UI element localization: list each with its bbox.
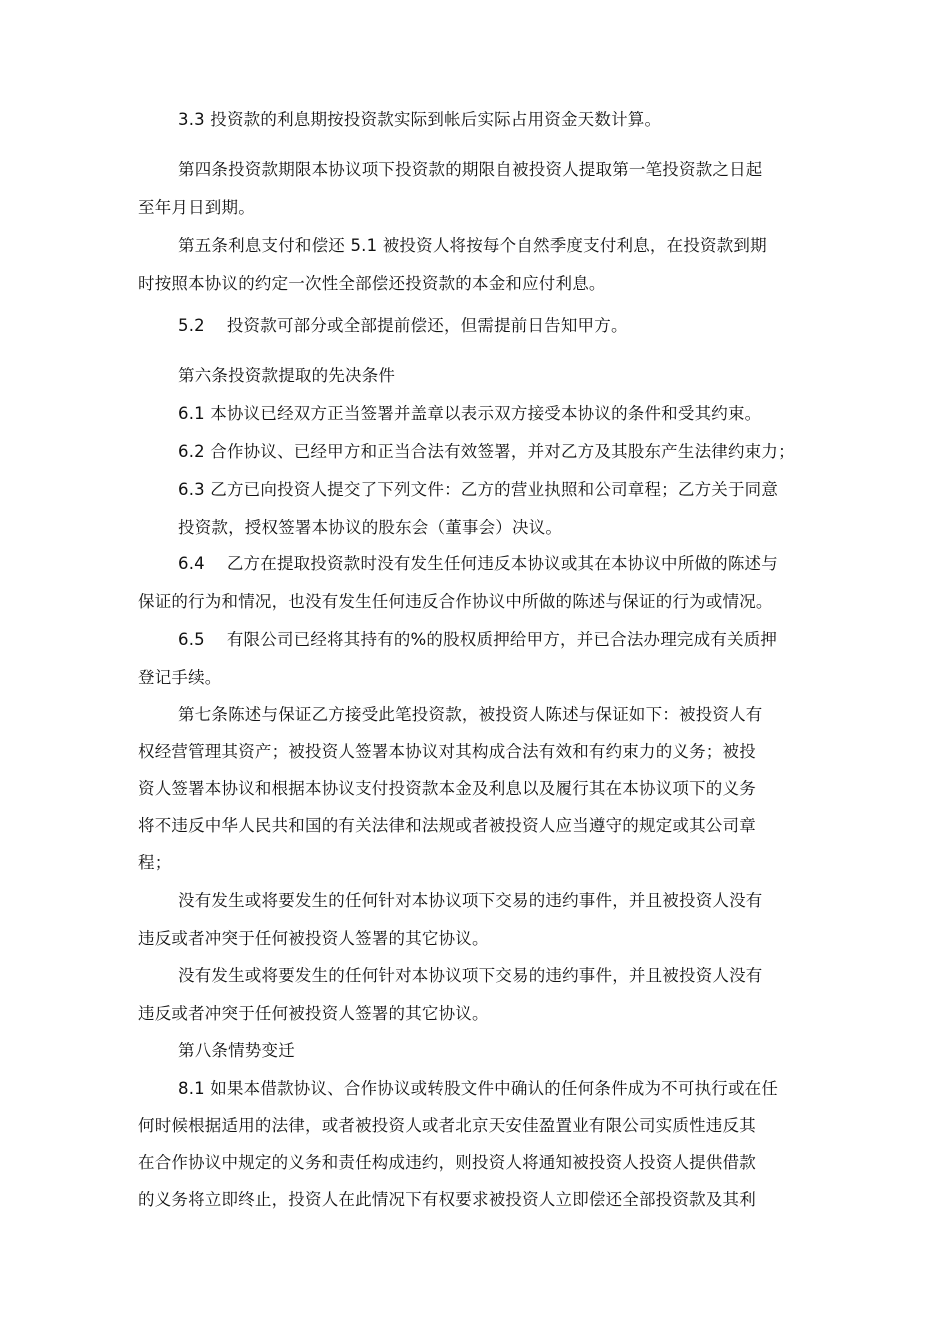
clause-6-3-line-2: 投资款，授权签署本协议的股东会（董事会）决议。 (178, 518, 563, 537)
article-8-title: 第八条情势变迁 (178, 1041, 295, 1060)
clause-number: 6.4 (178, 554, 205, 573)
clause-number: 5.2 (178, 316, 205, 335)
clause-6-2: 6.2 合作协议、已经甲方和正当合法有效签署，并对乙方及其股东产生法律约束力； (178, 442, 795, 461)
clause-number: 6.5 (178, 630, 205, 649)
article-4-line-1: 第四条投资款期限本协议项下投资款的期限自被投资人提取第一笔投资款之日起 (178, 160, 763, 179)
paragraph-7a-line-1: 没有发生或将要发生的任何针对本协议项下交易的违约事件，并且被投资人没有 (178, 891, 763, 910)
article-7-line-3: 资人签署本协议和根据本协议支付投资款本金及利息以及履行其在本协议项下的义务 (138, 779, 756, 798)
article-7-line-2: 权经营管理其资产；被投资人签署本协议对其构成合法有效和有约束力的义务；被投 (138, 742, 756, 761)
clause-3-3: 3.3 投资款的利息期按投资款实际到帐后实际占用资金天数计算。 (178, 110, 662, 129)
article-7-line-5: 程； (138, 853, 172, 872)
clause-6-4-line-2: 保证的行为和情况，也没有发生任何违反合作协议中所做的陈述与保证的行为或情况。 (138, 592, 773, 611)
clause-6-3-line-1: 6.3 乙方已向投资人提交了下列文件：乙方的营业执照和公司章程；乙方关于同意 (178, 480, 779, 499)
clause-8-1-line-1: 8.1 如果本借款协议、合作协议或转股文件中确认的任何条件成为不可执行或在任 (178, 1079, 779, 1098)
article-5-line-1: 第五条利息支付和偿还 5.1 被投资人将按每个自然季度支付利息，在投资款到期 (178, 236, 767, 255)
clause-6-1: 6.1 本协议已经双方正当签署并盖章以表示双方接受本协议的条件和受其约束。 (178, 404, 762, 423)
clause-8-1-line-2: 何时候根据适用的法律，或者被投资人或者北京天安佳盈置业有限公司实质性违反其 (138, 1116, 756, 1135)
article-7-line-4: 将不违反中华人民共和国的有关法律和法规或者被投资人应当遵守的规定或其公司章 (138, 816, 756, 835)
article-7-line-1: 第七条陈述与保证乙方接受此笔投资款，被投资人陈述与保证如下：被投资人有 (178, 705, 763, 724)
clause-text: 乙方在提取投资款时没有发生任何违反本协议或其在本协议中所做的陈述与 (226, 554, 778, 573)
paragraph-7b-line-2: 违反或者冲突于任何被投资人签署的其它协议。 (138, 1004, 489, 1023)
clause-6-5-line-2: 登记手续。 (138, 668, 222, 687)
paragraph-7b-line-1: 没有发生或将要发生的任何针对本协议项下交易的违约事件，并且被投资人没有 (178, 966, 763, 985)
clause-8-1-line-3: 在合作协议中规定的义务和责任构成违约，则投资人将通知被投资人投资人提供借款 (138, 1153, 756, 1172)
article-4-line-2: 至年月日到期。 (138, 198, 255, 217)
clause-5-2 (178, 316, 628, 336)
clause-text: 有限公司已经将其持有的%的股权质押给甲方，并已合法办理完成有关质押 (226, 630, 778, 649)
article-6-title: 第六条投资款提取的先决条件 (178, 366, 396, 385)
article-5-line-2: 时按照本协议的约定一次性全部偿还投资款的本金和应付利息。 (138, 274, 606, 293)
clause-6-5-line-1 (178, 630, 777, 650)
clause-text: 投资款可部分或全部提前偿还，但需提前日告知甲方。 (226, 316, 628, 335)
clause-8-1-line-4: 的义务将立即终止，投资人在此情况下有权要求被投资人立即偿还全部投资款及其利 (138, 1190, 756, 1209)
paragraph-7a-line-2: 违反或者冲突于任何被投资人签署的其它协议。 (138, 929, 489, 948)
clause-6-4-line-1 (178, 554, 778, 574)
